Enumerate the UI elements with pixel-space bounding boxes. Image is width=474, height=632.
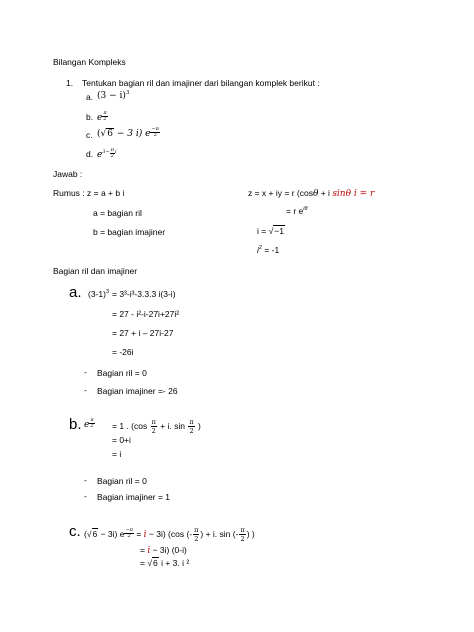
solution-a-step-1: = 3³-i³-3.3.3 i(3-i) [112, 289, 176, 299]
bullet-dash: - [84, 475, 87, 485]
item-label-d: d. [86, 149, 94, 159]
question-number: 1. [66, 78, 74, 88]
bullet-dash: - [84, 491, 87, 501]
solution-b-imag: Bagian imajiner = 1 [97, 492, 171, 502]
item-label-b: b. [86, 112, 94, 122]
solution-c-label: c. [69, 523, 81, 540]
bullet-dash: - [84, 385, 87, 395]
i-squared-definition: $i^2 = -1$ [257, 245, 280, 255]
item-label-c: c. [86, 130, 93, 140]
polar-form: = r $e^{i\theta}$ [286, 206, 308, 216]
item-expr-b: e $\frac{\pi}{2}$ [97, 110, 107, 123]
solution-a-step-2: = 27 - i²-i-27i+27i² [112, 309, 180, 319]
solution-c-step-1: (√6 − 3i) e $\frac{-\pi}{2}$ = i − 3i) (cos (- $\frac{\pi}{2}$ ) + i. sin (- $\frac{\pi}{2}$ ) ) [84, 526, 255, 543]
solution-a-real: Bagian ril = 0 [97, 368, 147, 378]
question-text: Tentukan bagian ril dan imajiner dari bilangan komplek berikut : [82, 78, 320, 88]
formula-right: z = x + iy = r (cosθ + i sinθ i = r [248, 188, 375, 199]
solution-a-step-3: = 27 + i – 27i-27 [112, 328, 174, 338]
answer-heading: Jawab : [53, 169, 83, 179]
section-heading: Bagian ril dan imajiner [53, 266, 138, 276]
solution-a-label: a. [69, 284, 82, 301]
b-definition: b = bagian imajiner [93, 227, 166, 237]
solution-a-expr: $(3-1)^3$ [88, 289, 110, 299]
solution-c-step-3: = √6 i + 3. i ² [140, 558, 190, 568]
solution-b-step-3: = i [112, 449, 122, 459]
document-title: Bilangan Kompleks [53, 57, 126, 67]
solution-b-step-2: = 0+i [112, 435, 131, 445]
formula-left: Rumus : z = a + b i [53, 188, 125, 198]
solution-b-real: Bagian ril = 0 [97, 476, 147, 486]
solution-b-step-1: = 1 . (cos $\frac{\pi}{2}$ + i. sin $\frac{\pi}{2}$ ) [112, 418, 201, 435]
solution-c-step-2: = i − 3i) (0-i) [140, 545, 187, 556]
solution-a-step-4: = -26i [112, 347, 134, 357]
solution-a-imag: Bagian imajiner =- 26 [97, 386, 178, 396]
solution-b-expr: e $\frac{\pi}{2}$ [84, 417, 94, 430]
item-label-a: a. [86, 92, 94, 102]
solution-b-label: b. [69, 416, 82, 433]
item-expr-c: (√6 − 3 i) e $\frac{-\pi}{2}$ [97, 126, 159, 139]
i-definition: i = √−1 [257, 226, 284, 236]
item-expr-a: $(3 - i)^3$ [97, 90, 130, 101]
a-definition: a = bagian ril [93, 208, 142, 218]
bullet-dash: - [84, 367, 87, 377]
item-expr-d: $e^{3-}$ $\frac{\pi}{2}$ $^i$ [97, 147, 117, 160]
